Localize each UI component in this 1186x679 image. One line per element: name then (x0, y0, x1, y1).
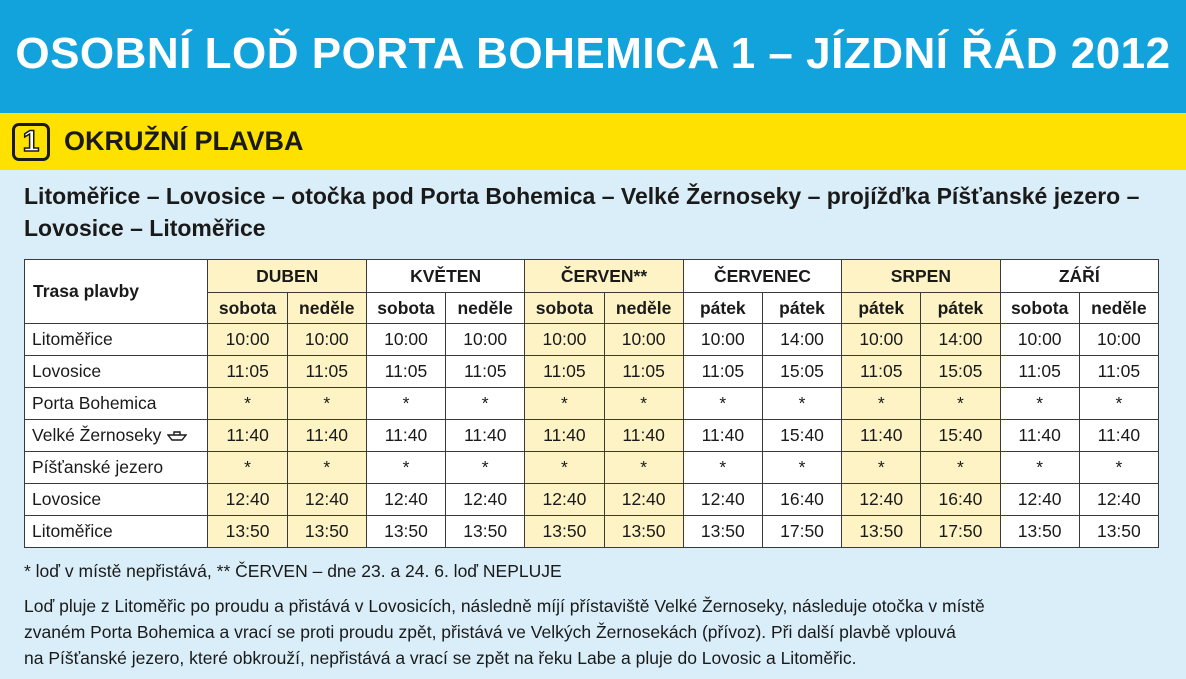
time-cell: 11:05 (842, 356, 921, 388)
day-header: pátek (842, 293, 921, 324)
time-cell: 11:40 (446, 420, 525, 452)
time-cell: 10:00 (208, 324, 287, 356)
time-cell: 11:40 (287, 420, 366, 452)
time-cell: 11:40 (525, 420, 604, 452)
time-cell: 17:50 (762, 516, 841, 548)
table-row (25, 420, 1159, 452)
page-header (0, 0, 1186, 113)
time-cell: * (525, 388, 604, 420)
time-cell: 16:40 (921, 484, 1000, 516)
month-header: ZÁŘÍ (1000, 260, 1158, 293)
time-cell: 11:05 (446, 356, 525, 388)
time-cell: 13:50 (604, 516, 683, 548)
section-number-badge: 1 (12, 123, 50, 161)
day-header: pátek (921, 293, 1000, 324)
time-cell: 13:50 (842, 516, 921, 548)
time-cell: 11:40 (366, 420, 445, 452)
time-cell: 12:40 (525, 484, 604, 516)
time-cell: * (208, 452, 287, 484)
day-header: neděle (287, 293, 366, 324)
stop-name: Velké Žernoseky (32, 425, 162, 445)
time-cell: 13:50 (446, 516, 525, 548)
time-cell: 11:05 (525, 356, 604, 388)
time-cell: 10:00 (525, 324, 604, 356)
time-cell: 14:00 (762, 324, 841, 356)
time-cell: 10:00 (683, 324, 762, 356)
stop-name: Lovosice (32, 489, 102, 509)
time-cell: * (604, 452, 683, 484)
day-header: neděle (446, 293, 525, 324)
time-cell: * (842, 452, 921, 484)
time-cell: * (287, 452, 366, 484)
time-cell: 13:50 (208, 516, 287, 548)
time-cell: * (921, 452, 1000, 484)
time-cell: * (683, 388, 762, 420)
time-cell: 12:40 (683, 484, 762, 516)
time-cell: * (762, 452, 841, 484)
time-cell: * (446, 452, 525, 484)
time-cell: 11:05 (683, 356, 762, 388)
time-cell: 10:00 (446, 324, 525, 356)
time-cell: 11:05 (1000, 356, 1079, 388)
stop-name-cell (25, 452, 208, 484)
time-cell: 12:40 (1000, 484, 1079, 516)
time-cell: 10:00 (287, 324, 366, 356)
day-header: pátek (762, 293, 841, 324)
time-cell: * (366, 388, 445, 420)
time-cell: * (366, 452, 445, 484)
description-line: na Píšťanské jezero, které obkrouží, nepřistává a vrací se zpět na řeku Labe a pluje do Lovosic a Litoměřic. (24, 648, 857, 668)
day-header: neděle (1079, 293, 1158, 324)
time-cell: 13:50 (366, 516, 445, 548)
day-header: sobota (1000, 293, 1079, 324)
stop-name: Litoměřice (32, 329, 113, 349)
time-cell: 11:40 (683, 420, 762, 452)
route-description: Litoměřice – Lovosice – otočka pod Porta Bohemica – Velké Žernoseky – projížďka Píšťanské jezero – Lovosice – Litoměřice (24, 183, 1140, 241)
stop-name-cell (25, 356, 208, 388)
time-cell: 12:40 (446, 484, 525, 516)
stop-name-cell (25, 516, 208, 548)
time-cell: * (921, 388, 1000, 420)
description (24, 593, 1174, 671)
time-cell: * (446, 388, 525, 420)
day-header: sobota (208, 293, 287, 324)
time-cell: 15:05 (762, 356, 841, 388)
month-header: SRPEN (842, 260, 1000, 293)
time-cell: * (604, 388, 683, 420)
time-cell: 15:40 (921, 420, 1000, 452)
time-cell: 11:40 (1079, 420, 1158, 452)
stop-name-cell (25, 324, 208, 356)
time-cell: 11:05 (604, 356, 683, 388)
ferry-icon (167, 430, 187, 442)
time-cell: 12:40 (1079, 484, 1158, 516)
time-cell: * (287, 388, 366, 420)
description-line: Loď pluje z Litoměřic po proudu a přistává v Lovosicích, následně míjí přístaviště Velké Žernoseky, následuje otočka v místě (24, 596, 985, 616)
time-cell: 12:40 (366, 484, 445, 516)
stop-name: Píšťanské jezero (32, 457, 164, 477)
time-cell: * (1000, 452, 1079, 484)
time-cell: * (1000, 388, 1079, 420)
time-cell: 12:40 (287, 484, 366, 516)
stop-name-cell (25, 484, 208, 516)
day-header: neděle (604, 293, 683, 324)
time-cell: 13:50 (1079, 516, 1158, 548)
stop-name: Porta Bohemica (32, 393, 157, 413)
page-title: OSOBNÍ LOĎ PORTA BOHEMICA 1 – JÍZDNÍ ŘÁD 2012 (15, 28, 1171, 78)
time-cell: 15:05 (921, 356, 1000, 388)
day-header: pátek (683, 293, 762, 324)
time-cell: * (683, 452, 762, 484)
month-header-row (25, 260, 1159, 293)
time-cell: * (525, 452, 604, 484)
time-cell: * (1079, 388, 1158, 420)
time-cell: 11:40 (842, 420, 921, 452)
stop-name-cell (25, 420, 208, 452)
time-cell: 13:50 (287, 516, 366, 548)
route-column-header: Trasa plavby (25, 260, 208, 324)
time-cell: 10:00 (366, 324, 445, 356)
month-header: ČERVEN** (525, 260, 683, 293)
section-title: OKRUŽNÍ PLAVBA (64, 126, 304, 156)
month-header: DUBEN (208, 260, 366, 293)
time-cell: 14:00 (921, 324, 1000, 356)
time-cell: * (208, 388, 287, 420)
table-row (25, 324, 1159, 356)
time-cell: * (762, 388, 841, 420)
footnote: * loď v místě nepřistává, ** ČERVEN – dne 23. a 24. 6. loď NEPLUJE (24, 561, 562, 581)
time-cell: 13:50 (1000, 516, 1079, 548)
stop-name: Litoměřice (32, 521, 113, 541)
time-cell: 15:40 (762, 420, 841, 452)
time-cell: 11:05 (287, 356, 366, 388)
time-cell: 11:40 (604, 420, 683, 452)
time-cell: 16:40 (762, 484, 841, 516)
time-cell: * (842, 388, 921, 420)
time-cell: 13:50 (683, 516, 762, 548)
timetable-body (25, 324, 1159, 548)
table-row (25, 452, 1159, 484)
table-row (25, 356, 1159, 388)
time-cell: 11:40 (208, 420, 287, 452)
month-header: ČERVENEC (683, 260, 841, 293)
stop-name: Lovosice (32, 361, 102, 381)
section-bar (0, 113, 1186, 170)
time-cell: 12:40 (604, 484, 683, 516)
time-cell: 10:00 (842, 324, 921, 356)
table-row (25, 516, 1159, 548)
time-cell: 11:05 (1079, 356, 1158, 388)
time-cell: 10:00 (1000, 324, 1079, 356)
time-cell: 17:50 (921, 516, 1000, 548)
time-cell: 12:40 (208, 484, 287, 516)
time-cell: 11:05 (366, 356, 445, 388)
stop-name-cell (25, 388, 208, 420)
day-header: sobota (366, 293, 445, 324)
time-cell: 11:40 (1000, 420, 1079, 452)
timetable (24, 259, 1159, 548)
time-cell: 10:00 (1079, 324, 1158, 356)
time-cell: 10:00 (604, 324, 683, 356)
time-cell: 12:40 (842, 484, 921, 516)
time-cell: * (1079, 452, 1158, 484)
table-row (25, 484, 1159, 516)
table-row (25, 388, 1159, 420)
time-cell: 11:05 (208, 356, 287, 388)
time-cell: 13:50 (525, 516, 604, 548)
day-header: sobota (525, 293, 604, 324)
description-line: zvaném Porta Bohemica a vrací se proti proudu zpět, přistává ve Velkých Žernosekách (přívoz). Při další plavbě vplouvá (24, 622, 956, 642)
month-header: KVĚTEN (366, 260, 524, 293)
